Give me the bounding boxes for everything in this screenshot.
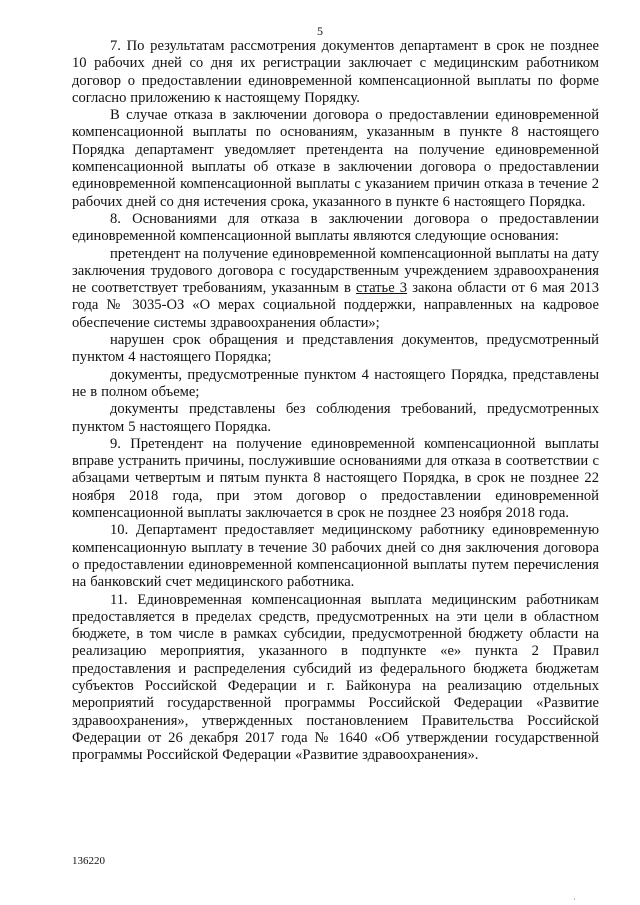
paragraph-refusal-notice: В случае отказа в заключении договора о предоставлении единовременной компенсационной выплаты по основаниям, указанным в пункте 8 настоящего Порядка департамент уведомляет претендента на получение единовременной компенсационной выплаты об отказе в заключении договора о предоставлении единовременной компенсационной выплаты с указанием причин отказа в течение 2 рабочих дней со дня истечения срока, указанного в пункте 6 настоящего Порядка. [72, 107, 599, 210]
page-number: 5 [317, 24, 323, 38]
paragraph-11: 11. Единовременная компенсационная выплата медицинским работникам предоставляется в пределах средств, предусмотренных на эти цели в областном бюджете, в том числе в рамках субсидии, предусмотренной бюджету области на реализацию мероприятия, указанного в подпункте «е» пункта 2 Правил предоставления и распределения субсидий из федерального бюджета бюджетам субъектов Российской Федерации и г. Байконура на реализацию отдельных мероприятий государственной программы Российской Федерации «Развитие здравоохранения», утвержденных постановлением Правительства Российской Федерации от 26 декабря 2017 года № 1640 «Об утверждении государственной программы Российской Федерации «Развитие здравоохранения». [72, 591, 599, 764]
paragraph-8: 8. Основаниями для отказа в заключении договора о предоставлении единовременной компенсационной выплаты являются следующие основания: [72, 210, 599, 245]
paragraph-7: 7. По результатам рассмотрения документов департамент в срок не позднее 10 рабочих дней со дня их регистрации заключает с медицинским работником договор о предоставлении единовременной компенсационной выплаты по форме согласно приложению к настоящему Порядку. [72, 38, 599, 106]
paragraph-8-ground-2: нарушен срок обращения и представления документов, предусмотренный пунктом 4 настоящего Порядка; [72, 332, 599, 366]
paragraph-8-ground-3: документы, предусмотренные пунктом 4 настоящего Порядка, представлены не в полном объеме; [72, 366, 599, 400]
corner-mark: · [573, 894, 576, 904]
paragraph-8-ground-1 [72, 246, 599, 332]
paragraph-8-ground-4: документы представлены без соблюдения требований, предусмотренных пунктом 5 настоящего Порядка. [72, 401, 599, 435]
paragraph-10: 10. Департамент предоставляет медицинскому работнику единовременную компенсационную выплату в течение 30 рабочих дней со дня заключения договора о предоставлении единовременной компенсационной выплаты путем перечисления на банковский счет медицинского работника. [72, 522, 599, 591]
document-code: 136220 [72, 855, 105, 867]
law-article-link[interactable]: статье 3 [356, 280, 408, 297]
paragraph-9: 9. Претендент на получение единовременной компенсационной выплаты вправе устранить причины, послужившие основаниями для отказа в соответствии с абзацами четвертым и пятым пункта 8 настоящего Порядка, в срок не позднее 22 ноября 2018 года, при этом договор о предоставлении единовременной компенсационной выплаты заключается в срок не позднее 23 ноября 2018 года. [72, 435, 599, 522]
document-body [72, 38, 599, 764]
ground-1-text-before: претендент на получение единовременной компенсационной выплаты на дату заключения трудового договора с государственным учреждением здравоохранения не соответствует требованиям, указанным в [72, 245, 599, 297]
ground-1-text-after: закона области от 6 мая 2013 года № 3035-ОЗ «О мерах социальной поддержки, направленных на кадровое обеспечение системы здравоохранения области»; [72, 280, 600, 331]
